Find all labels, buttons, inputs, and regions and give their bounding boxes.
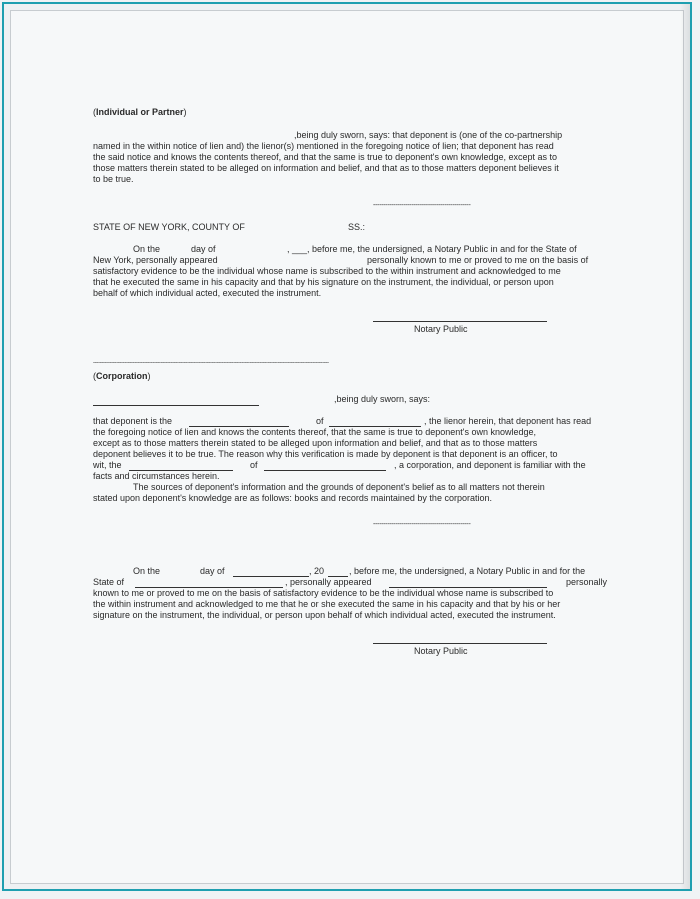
ack-year: , 20 (309, 566, 325, 576)
lienor-clause: , the lienor herein, that deponent has read (424, 416, 592, 426)
ack-line: satisfactory evidence to be the individual whose name is subscribed to the within instrument and acknowledged to me (93, 266, 561, 276)
ss-label: SS.: (348, 222, 366, 232)
venue-state-county: STATE OF NEW YORK, COUNTY OF (93, 222, 245, 232)
deponent-is-the: that deponent is the (93, 416, 173, 426)
affidavit-page (10, 10, 684, 884)
ack-personally-appeared: , personally appeared (285, 577, 372, 587)
wit-of: of (250, 460, 258, 470)
ack-line: the within instrument and acknowledged to me that he or she executed the same in his capacity and that by his or her (93, 599, 561, 609)
verification-line: the foregoing notice of lien and knows the contents thereof, that the same is true to deponent's own knowledge, (93, 427, 537, 437)
ack-line: signature on the instrument, the individual, or person upon behalf of which individual acted, executed the instrument. (93, 610, 556, 620)
notary-public-label: Notary Public (414, 324, 468, 334)
notary-public-label: Notary Public (414, 646, 468, 656)
verification-line: except as to those matters therein stated to be alleged upon information and belief, and that as to those matters (93, 438, 538, 448)
notary-signature-line (373, 643, 547, 644)
verification-line: named in the within notice of lien and) the lienor(s) mentioned in the foregoing notice of lien; that deponent has read (93, 141, 554, 151)
sources-line: stated upon deponent's knowledge are as follows: books and records maintained by the corporation. (93, 493, 492, 503)
section-heading-individual: (Individual or Partner) (93, 107, 187, 117)
ack-line: that he executed the same in his capacity and that by his signature on the instrument, the individual, or person upon (93, 277, 554, 287)
ack-personally: personally (566, 577, 608, 587)
verification-line: the said notice and knows the contents thereof, and that the same is true to deponent's own knowledge, except as to (93, 152, 558, 162)
ack-personally-known: personally known to me or proved to me on the basis of (367, 255, 589, 265)
facts-line: facts and circumstances herein. (93, 471, 220, 481)
document-frame (2, 2, 692, 891)
sworn-clause: ,being duly sworn, says: that deponent is (one of the co-partnership (294, 130, 563, 140)
notary-signature-line (373, 321, 547, 322)
deponent-name-blank (93, 405, 259, 406)
verification-line: to be true. (93, 174, 134, 184)
ack-day-of: day of (200, 566, 225, 576)
corporation-blank (264, 470, 386, 471)
ack-before-me: , ___, before me, the undersigned, a Notary Public in and for the State of (287, 244, 577, 254)
ack-line: behalf of which individual acted, executed the instrument. (93, 288, 322, 298)
signature-line-dashed: ------------------------------------------------ (373, 202, 471, 209)
corporation-clause: , a corporation, and deponent is familiar with the (394, 460, 586, 470)
ack-new-york: New York, personally appeared (93, 255, 218, 265)
sworn-clause: ,being duly sworn, says: (334, 394, 431, 404)
wit-the: wit, the (93, 460, 122, 470)
verification-line: those matters therein stated to be alleged on information and belief, and that as to those matters deponent believes it (93, 163, 559, 173)
ack-on-the: On the (133, 244, 161, 254)
ack-state-of: State of (93, 577, 125, 587)
ack-before-me: , before me, the undersigned, a Notary Public in and for the (349, 566, 586, 576)
of-word: of (316, 416, 324, 426)
signature-line-dashed: ------------------------------------------------ (373, 521, 471, 528)
section-separator: ----------------------------------------------------------------------------------------------------------------------------------------------- (93, 360, 329, 366)
ack-on-the: On the (133, 566, 161, 576)
ack-line: known to me or proved to me on the basis of satisfactory evidence to be the individual whose name is subscribed to (93, 588, 554, 598)
sources-line: The sources of deponent's information and the grounds of deponent's belief as to all matters not therein (133, 482, 545, 492)
section-heading-corporation: (Corporation) (93, 371, 151, 381)
verification-line: deponent believes it to be true. The reason why this verification is made by deponent is that deponent is an officer, to (93, 449, 558, 459)
ack-day-of: day of (191, 244, 216, 254)
